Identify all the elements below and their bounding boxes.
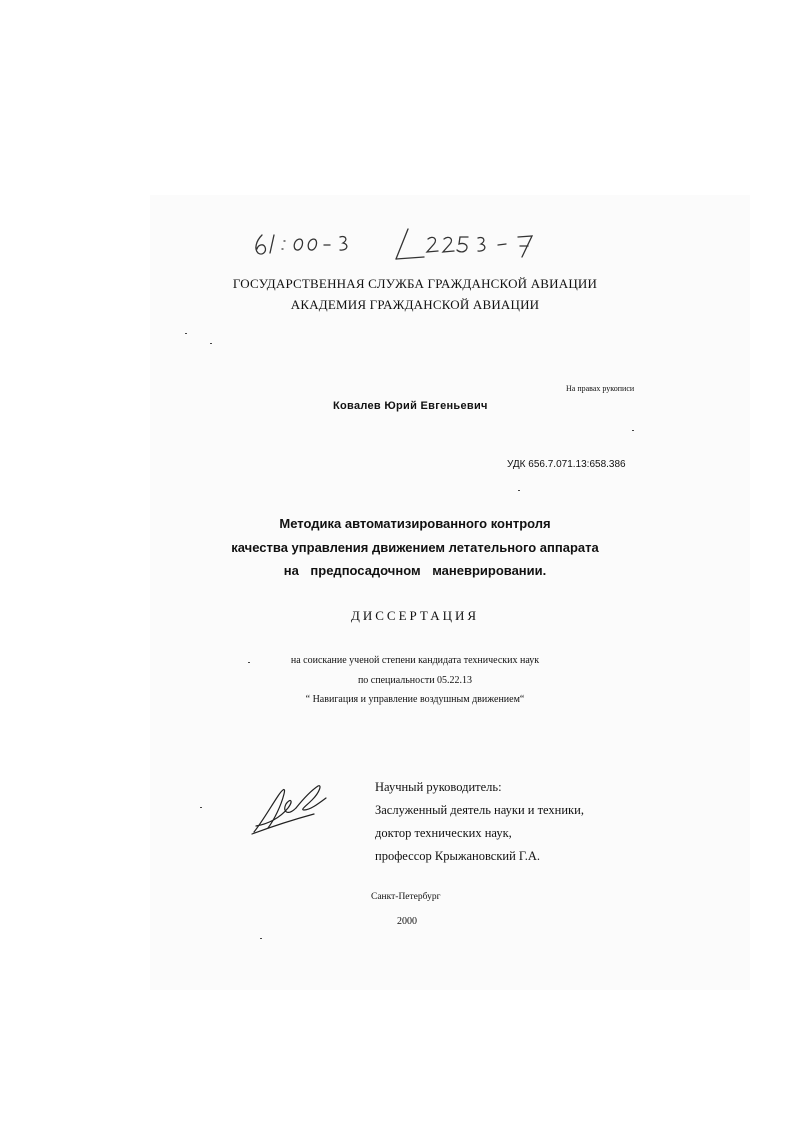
scan-speck bbox=[210, 343, 212, 344]
supervisor-signature bbox=[248, 778, 334, 838]
scan-speck bbox=[260, 938, 262, 939]
udk-code: УДК 656.7.071.13:658.386 bbox=[507, 459, 626, 470]
city: Санкт-Петербург bbox=[371, 892, 441, 902]
supervisor-heading: Научный руководитель: bbox=[375, 780, 502, 794]
degree-line-1: на соискание ученой степени кандидата технических наук bbox=[290, 655, 540, 666]
manuscript-rights-note: На правах рукописи bbox=[566, 384, 635, 393]
handwritten-archive-code bbox=[248, 215, 578, 267]
degree-line-2: по специальности 05.22.13 bbox=[357, 675, 473, 686]
document-type: ДИССЕРТАЦИЯ bbox=[350, 608, 480, 623]
title-line-2: качества управления движением летательного аппарата bbox=[231, 540, 599, 555]
title-line-3: на предпосадочном маневрировании. bbox=[283, 563, 547, 578]
scan-speck bbox=[200, 807, 202, 808]
degree-line-3: “ Навигация и управление воздушным движением“ bbox=[305, 694, 525, 705]
scan-speck bbox=[518, 490, 520, 491]
supervisor-title-2: доктор технических наук, bbox=[375, 826, 512, 840]
organization-line-1: ГОСУДАРСТВЕННАЯ СЛУЖБА ГРАЖДАНСКОЙ АВИАЦИИ bbox=[232, 276, 598, 291]
scanned-sheet-area bbox=[150, 195, 750, 990]
scan-speck bbox=[632, 430, 634, 431]
year: 2000 bbox=[397, 916, 417, 927]
author-name: Ковалев Юрий Евгеньевич bbox=[333, 400, 488, 412]
title-line-1: Методика автоматизированного контроля bbox=[279, 516, 551, 531]
organization-line-2: АКАДЕМИЯ ГРАЖДАНСКОЙ АВИАЦИИ bbox=[290, 297, 540, 312]
scan-speck bbox=[248, 662, 250, 663]
scan-speck bbox=[185, 333, 187, 334]
supervisor-name: профессор Крыжановский Г.А. bbox=[375, 849, 541, 863]
supervisor-title-1: Заслуженный деятель науки и техники, bbox=[375, 803, 584, 817]
